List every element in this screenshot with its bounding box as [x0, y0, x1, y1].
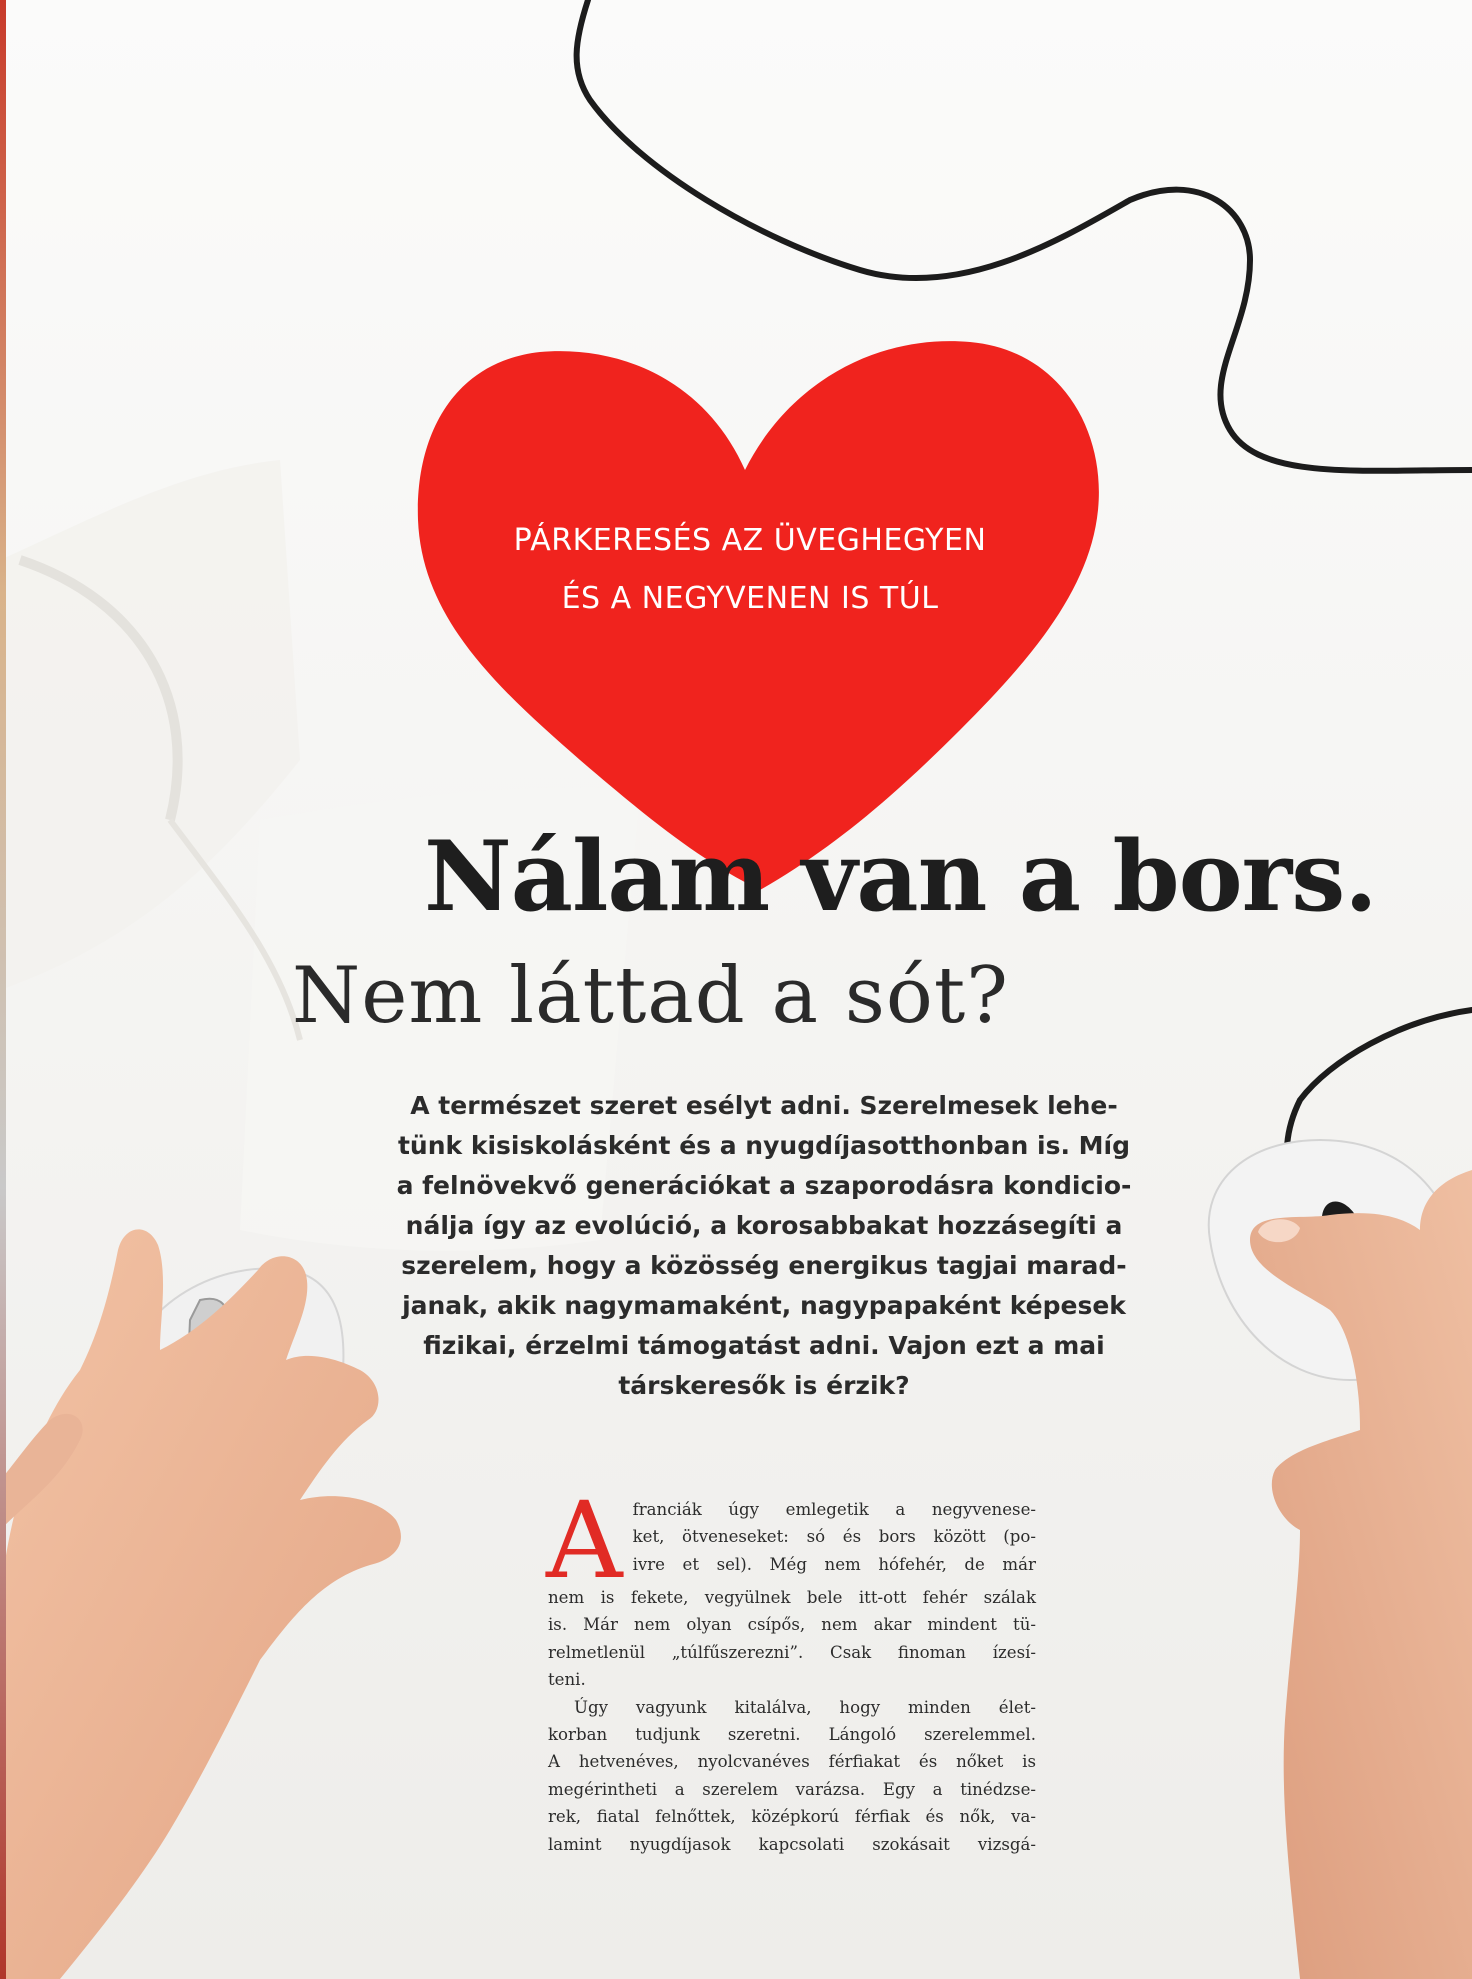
- body-line: is. Már nem olyan csípős, nem akar mindent tü-: [548, 1615, 1036, 1635]
- kicker: [420, 512, 1080, 628]
- paragraph-2: [548, 1694, 1036, 1858]
- kicker-line: ÉS A NEGYVENEN IS TÚL: [561, 581, 939, 616]
- lead-line: a felnövekvő generációkat a szaporodásra kondicio-: [396, 1171, 1132, 1200]
- headline-secondary: Nem láttad a sót?: [292, 951, 1009, 1041]
- lead-paragraph: [374, 1086, 1154, 1406]
- body-line: lamint nyugdíjasok kapcsolati szokásait vizsgá-: [548, 1834, 1036, 1854]
- lead-line: janak, akik nagymamaként, nagypapaként képesek: [402, 1291, 1126, 1320]
- lead-line: szerelem, hogy a közösség energikus tagjai marad-: [401, 1251, 1127, 1280]
- drop-cap: A: [546, 1479, 623, 1602]
- page-binding-edge: [0, 0, 6, 1979]
- body-line: relmetlenül „túlfűszerezni”. Csak finoman ízesí-: [548, 1642, 1036, 1662]
- body-line: rek, fiatal felnőttek, középkorú férfiak és nők, va-: [548, 1807, 1036, 1827]
- body-line: nem is fekete, vegyülnek bele itt-ott fehér szálak: [548, 1588, 1036, 1607]
- body-line: ket, ötveneseket: só és bors között (po-: [632, 1527, 1036, 1547]
- lead-line: A természet szeret esélyt adni. Szerelmesek lehe-: [410, 1091, 1118, 1120]
- body-line: korban tudjunk szeretni. Lángoló szerelemmel.: [548, 1725, 1036, 1745]
- lead-line: nálja így az evolúció, a korosabbakat hozzásegíti a: [405, 1211, 1123, 1240]
- lead-line: tünk kisiskolásként és a nyugdíjasotthonban is. Míg: [397, 1131, 1130, 1160]
- body-line: ivre et sel). Még nem hófehér, de már: [632, 1554, 1036, 1574]
- headline-primary: Nálam van a bors.: [424, 820, 1377, 933]
- body-line: Úgy vagyunk kitalálva, hogy minden élet-: [574, 1697, 1036, 1717]
- body-line: megérintheti a szerelem varázsa. Egy a tinédzse-: [548, 1779, 1036, 1799]
- lead-line: társkeresők is érzik?: [618, 1371, 910, 1400]
- body-line: franciák úgy emlegetik a negyvenese-: [632, 1500, 1036, 1519]
- body-line: A hetvenéves, nyolcvanéves férfiakat és nőket is: [548, 1752, 1036, 1772]
- body-line: teni.: [548, 1670, 586, 1690]
- kicker-line: PÁRKERESÉS AZ ÜVEGHEGYEN: [513, 523, 987, 558]
- lead-line: fizikai, érzelmi támogatást adni. Vajon ezt a mai: [423, 1331, 1105, 1360]
- article-body: [546, 1479, 1036, 1858]
